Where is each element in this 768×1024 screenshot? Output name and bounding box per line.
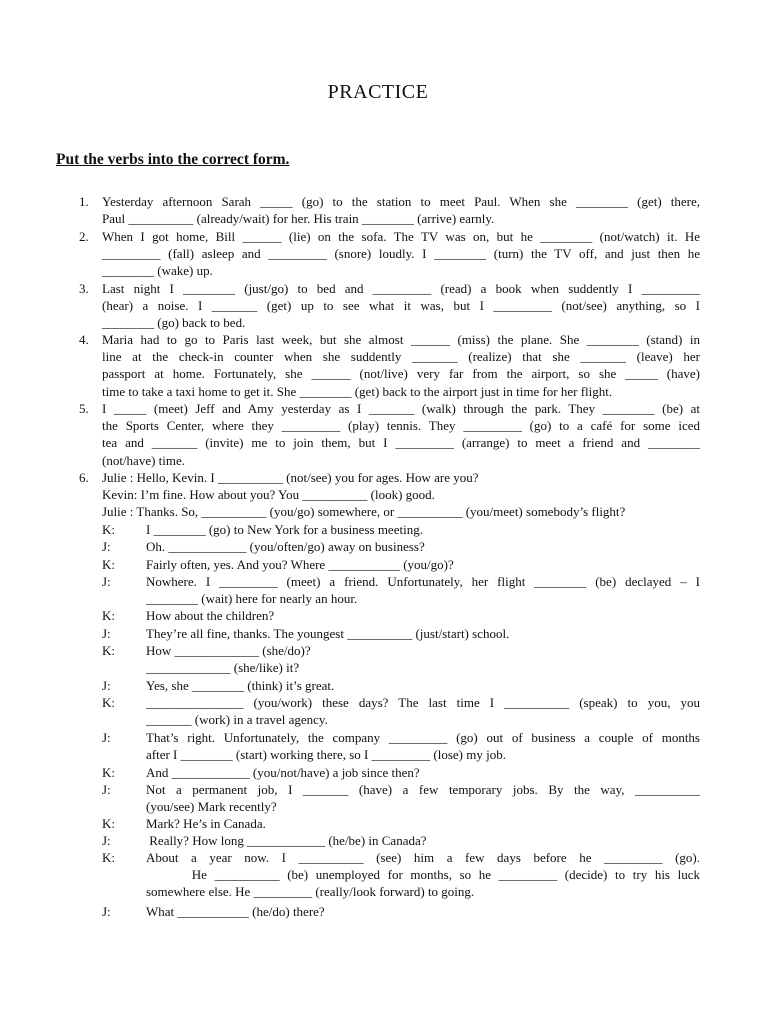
exercise-line: Paul __________ (already/wait) for her. His train ________ (arrive) earnly.	[102, 211, 495, 227]
dialogue-text	[146, 764, 700, 781]
exercise-text	[102, 280, 700, 332]
dialogue-line: Oh. ____________ (you/often/go) away on business?	[146, 539, 425, 554]
dialogue-line: They’re all fine, thanks. The youngest __________ (just/start) school.	[146, 626, 510, 641]
speaker-label: K:	[102, 608, 115, 623]
speaker-label: K:	[102, 816, 115, 831]
dialogue-text	[146, 729, 700, 763]
dialogue-line: Nowhere. I _________ (meet) a friend. Unfortunately, her flight ________ (be) declayed – I	[146, 574, 700, 589]
dialogue-text	[146, 832, 700, 849]
page-title: PRACTICE	[327, 81, 429, 103]
speaker-label: J:	[102, 904, 111, 919]
exercise-number: 4.	[79, 332, 89, 347]
speaker-label: J:	[102, 730, 111, 745]
exercise-text	[102, 228, 700, 280]
exercise-line: When I got home, Bill ______ (lie) on the sofa. The TV was on, but he ________ (not/watch) it. He	[102, 229, 700, 244]
dialogue-text	[146, 607, 700, 624]
speaker-label: J:	[102, 574, 111, 589]
dialogue-line: How about the children?	[146, 608, 275, 623]
exercise-line: Maria had to go to Paris last week, but she almost ______ (miss) the plane. She ________ (stand) in	[102, 332, 700, 347]
exercise-number: 5.	[79, 401, 89, 416]
dialogue-line: Not a permanent job, I _______ (have) a few temporary jobs. By the way, __________	[146, 782, 700, 797]
exercise-line: passport at home. Fortunately, she ______ (not/live) very far from the airport, so she _____ (have)	[102, 366, 700, 382]
dialogue-line: Mark? He’s in Canada.	[146, 816, 266, 831]
exercise-line: tea and _______ (invite) me to join them, but I _________ (arrange) to meet a friend and ________	[102, 435, 700, 451]
exercise-line: Julie : Thanks. So, __________ (you/go) somewhere, or __________ (you/meet) somebody’s flight?	[102, 504, 626, 520]
exercise-line: line at the check-in counter when she suddently _______ (realize) that she _______ (leave) her	[102, 349, 700, 365]
dialogue-text	[146, 573, 700, 607]
speaker-label: J:	[102, 782, 111, 797]
exercise-line: time to take a taxi home to get it. She ________ (get) back to the airport just in time for her flight.	[102, 383, 613, 399]
exercise-number: 3.	[79, 281, 89, 296]
dialogue-text	[146, 694, 700, 728]
exercise-line: Yesterday afternoon Sarah _____ (go) to the station to meet Paul. When she ________ (get) there,	[102, 194, 700, 209]
speaker-label: J:	[102, 678, 111, 693]
dialogue-line: He __________ (be) unemployed for months, so he _________ (decide) to try his luck	[146, 867, 701, 883]
dialogue-text	[146, 849, 700, 901]
speaker-label: J:	[102, 539, 111, 554]
dialogue-line: Fairly often, yes. And you? Where ___________ (you/go)?	[146, 557, 454, 572]
dialogue-line: somewhere else. He _________ (really/look forward) to going.	[146, 884, 475, 900]
speaker-label: J:	[102, 833, 111, 848]
exercise-line: (hear) a noise. I _______ (get) up to see what it was, but I _________ (not/see) anything, so I	[102, 298, 700, 314]
dialogue-text	[146, 677, 700, 694]
speaker-label: K:	[102, 643, 115, 658]
dialogue-text	[146, 642, 700, 676]
dialogue-line: I ________ (go) to New York for a business meeting.	[146, 522, 423, 537]
speaker-label: K:	[102, 695, 115, 710]
exercise-number: 1.	[79, 194, 89, 209]
dialogue-line: _______ (work) in a travel agency.	[146, 712, 328, 728]
exercise-text	[102, 331, 700, 400]
speaker-label: K:	[102, 557, 115, 572]
dialogue-line: _______________ (you/work) these days? The last time I __________ (speak) to you, you	[146, 695, 700, 710]
exercise-line: the Sports Center, where they _________ (play) tennis. They _________ (go) to a café for some iced	[102, 418, 700, 434]
dialogue-text	[146, 538, 700, 555]
speaker-label: K:	[102, 765, 115, 780]
dialogue-line: What ___________ (he/do) there?	[146, 904, 325, 919]
dialogue-text	[146, 781, 700, 815]
exercise-number: 6.	[79, 470, 89, 485]
dialogue-line: ________ (wait) here for nearly an hour.	[146, 591, 358, 607]
dialogue-line: Really? How long ____________ (he/be) in Canada?	[146, 833, 427, 848]
dialogue-text	[146, 815, 700, 832]
dialogue-text	[146, 625, 700, 642]
dialogue-text	[146, 556, 700, 573]
exercise-line: ________ (go) back to bed.	[102, 315, 246, 331]
dialogue-text	[146, 903, 700, 920]
exercise-line: Last night I ________ (just/go) to bed and _________ (read) a book when suddently I _________	[102, 281, 700, 296]
exercise-line: _________ (fall) asleep and _________ (snore) loudly. I ________ (turn) the TV off, and just then he	[102, 246, 700, 262]
speaker-label: J:	[102, 626, 111, 641]
exercise-line: (not/have) time.	[102, 452, 186, 468]
speaker-label: K:	[102, 522, 115, 537]
exercise-text	[102, 193, 700, 227]
dialogue-line: after I ________ (start) working there, so I _________ (lose) my job.	[146, 747, 506, 763]
exercise-line: Kevin: I’m fine. How about you? You __________ (look) good.	[102, 487, 435, 503]
instruction-heading: Put the verbs into the correct form.	[56, 151, 290, 168]
exercise-line: I _____ (meet) Jeff and Amy yesterday as I _______ (walk) through the park. They ________ (be) at	[102, 401, 700, 416]
dialogue-line: (you/see) Mark recently?	[146, 799, 277, 815]
dialogue-line: _____________ (she/like) it?	[146, 660, 300, 676]
dialogue-line: Yes, she ________ (think) it’s great.	[146, 678, 335, 693]
dialogue-line: How _____________ (she/do)?	[146, 643, 311, 658]
exercise-line: ________ (wake) up.	[102, 263, 213, 279]
dialogue-line: About a year now. I __________ (see) him a few days before he _________ (go).	[146, 850, 700, 865]
dialogue-line: That’s right. Unfortunately, the company _________ (go) out of business a couple of months	[146, 730, 700, 745]
exercise-text	[102, 400, 700, 469]
exercise-number: 2.	[79, 229, 89, 244]
exercise-text	[102, 469, 700, 521]
exercise-line: Julie : Hello, Kevin. I __________ (not/see) you for ages. How are you?	[102, 470, 479, 485]
dialogue-line: And ____________ (you/not/have) a job since then?	[146, 765, 420, 780]
speaker-label: K:	[102, 850, 115, 865]
dialogue-text	[146, 521, 700, 538]
